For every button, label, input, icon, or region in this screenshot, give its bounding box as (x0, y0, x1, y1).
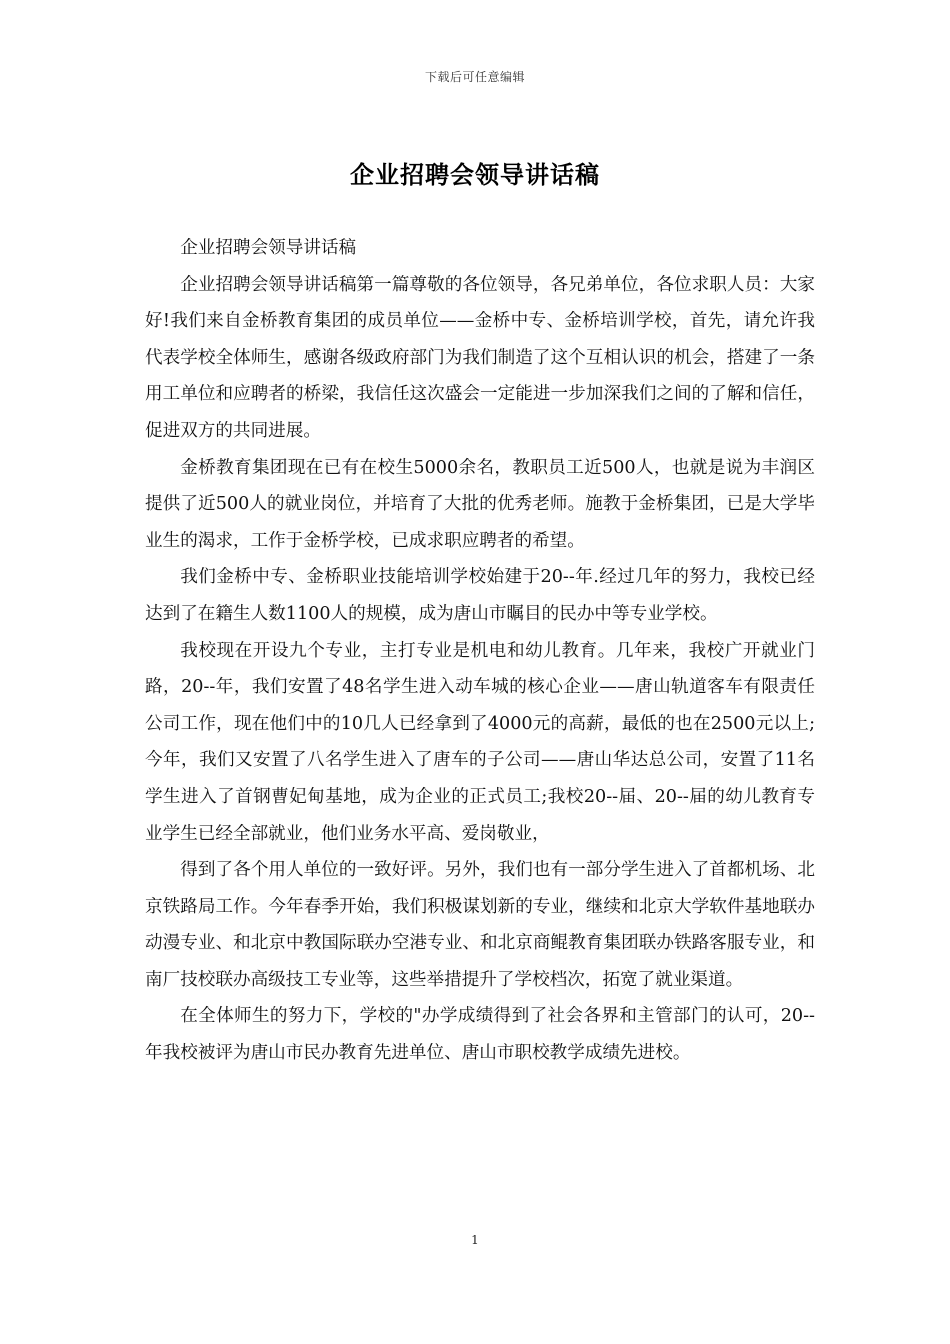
paragraph: 金桥教育集团现在已有在校生5000余名，教职员工近500人，也就是说为丰润区提供了近500人的就业岗位，并培育了大批的优秀老师。施教于金桥集团，已是大学毕业生的渴求，工作于金桥学校，已成求职应聘者的希望。 (145, 457, 815, 551)
paragraph-subtitle: 企业招聘会领导讲话稿 (180, 238, 357, 258)
paragraph: 我们金桥中专、金桥职业技能培训学校始建于20--年.经过几年的努力，我校已经达到了在籍生人数1100人的规模，成为唐山市瞩目的民办中等专业学校。 (145, 567, 815, 624)
document-title: 企业招聘会领导讲话稿 (350, 160, 600, 189)
paragraph: 得到了各个用人单位的一致好评。另外，我们也有一部分学生进入了首都机场、北京铁路局工作。今年春季开始，我们积极谋划新的专业，继续和北京大学软件基地联办动漫专业、和北京中教国际联办空港专业、和北京商鲲教育集团联办铁路客服专业，和南厂技校联办高级技工专业等，这些举措提升了学校档次，拓宽了就业渠道。 (145, 860, 815, 990)
paragraph: 企业招聘会领导讲话稿第一篇尊敬的各位领导，各兄弟单位，各位求职人员：大家好!我们来自金桥教育集团的成员单位——金桥中专、金桥培训学校，首先，请允许我代表学校全体师生，感谢各级政府部门为我们制造了这个互相认识的机会，搭建了一条用工单位和应聘者的桥梁，我信任这次盛会一定能进一步加深我们之间的了解和信任，促进双方的共同进展。 (145, 274, 815, 441)
page-number: 1 (471, 1233, 479, 1247)
paragraph: 我校现在开设九个专业，主打专业是机电和幼儿教育。几年来，我校广开就业门路，20--年，我们安置了48名学生进入动车城的核心企业——唐山轨道客车有限责任公司工作，现在他们中的10几人已经拿到了4000元的高薪，最低的也在2500元以上;今年，我们又安置了八名学生进入了唐车的子公司——唐山华达总公司，安置了11名学生进入了首钢曹妃甸基地，成为企业的正式员工;我校20--届、20--届的幼儿教育专业学生已经全部就业，他们业务水平高、爱岗敬业， (145, 640, 815, 844)
document-body (145, 230, 815, 1072)
header-note: 下载后可任意编辑 (424, 70, 525, 84)
paragraph: 在全体师生的努力下，学校的"办学成绩得到了社会各界和主管部门的认可，20--年我校被评为唐山市民办教育先进单位、唐山市职校教学成绩先进校。 (145, 1006, 815, 1064)
